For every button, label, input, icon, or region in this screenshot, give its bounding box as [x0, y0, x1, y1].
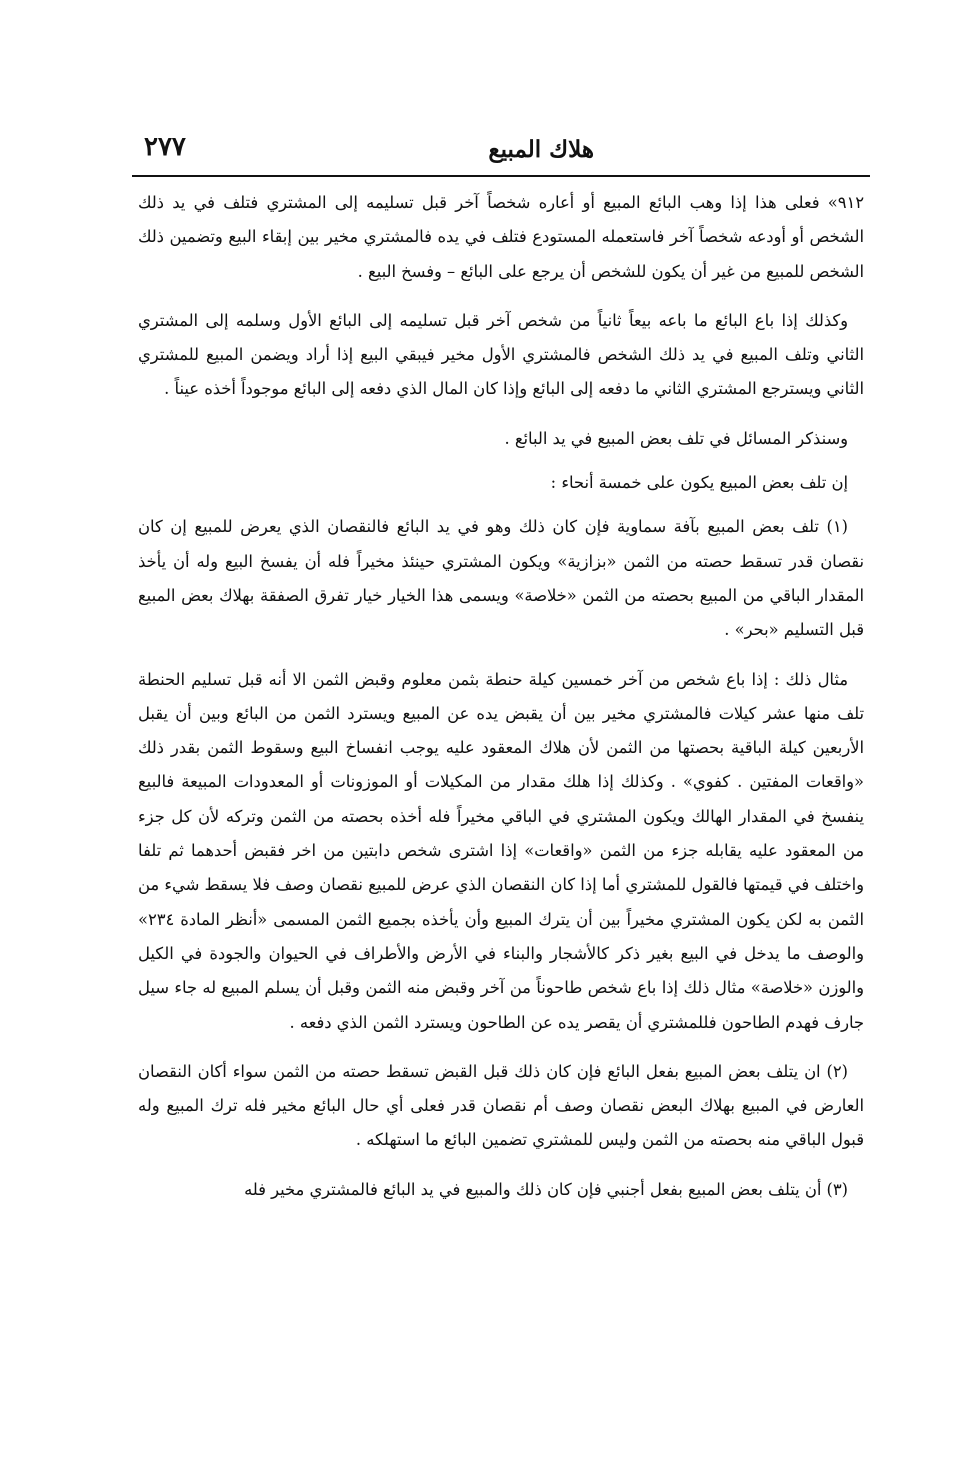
header-rule [132, 175, 870, 177]
paragraph: (٣) أن يتلف بعض المبيع بفعل أجنبي فإن كان ذلك والمبيع في يد البائع فالمشتري مخير فله [244, 1179, 848, 1199]
page-number: ٢٧٧ [144, 132, 186, 162]
paragraph: إن تلف بعض المبيع يكون على خمسة أنحاء : [550, 473, 848, 493]
paragraph: ٩١٢» فعلى هذا إذا وهب البائع المبيع أو أعاره شخصاً آخر قبل تسليمه إلى المشتري فتلف في يد ذلك الشخص أو أودعه شخصاً آخر فاستعمله المستودع فتلف في يده فالمشتري مخير بين إبقاء البيع وتضمين ذلك الشخص للمبيع من غير أن يكون للشخص أن يرجع على البائع – وفسخ البيع . [138, 193, 864, 281]
body-text [138, 186, 864, 1207]
running-title: هلاك المبيع [488, 136, 594, 163]
paragraph: مثال ذلك : إذا باع شخص من آخر خمسين كيلة حنطة بثمن معلوم وقبض الثمن الا أنه قبل تسليم الحنطة تلف منها عشر كيلات فالمشتري مخير بين أن يقبض يده عن المبيع ويسترد الثمن من البائع وبين أن يقبل الأربعين كيلة الباقية بحصتها من الثمن لأن هلاك المعقود عليه يوجب انفساخ البيع وسقوط الثمن بقدر ذلك «واقعات المفتين . كفوي» . وكذلك إذا هلك مقدار من المكيلات أو الموزونات أو المعدودات المبيعة فالبيع ينفسخ في المقدار الهالك ويكون المشتري في الباقي مخيراً فله أخذه بحصته من الثمن وتركه لأن كل جزء من المعقود عليه يقابله جزء من الثمن «واقعات» إذا اشترى شخص دابتين من اخر فقبض أحدهما ثم تلفا واختلف في قيمتها فالقول للمشتري أما إذا كان النقصان الذي عرض للمبيع نقصان وصف فلا يسقط شيء من الثمن به لكن يكون المشتري مخيراً بين أن يترك المبيع وأن يأخذه بجميع الثمن المسمى «أنظر المادة ٢٣٤» والوصف ما يدخل في البيع بغير ذكر كالأشجار والبناء في الأرض والأطراف في الحيوان والجودة في الكيل والوزن «خلاصة» مثال ذلك إذا باع شخص طاحوناً من آخر وقبض منه الثمن وقبل أن يسلم المبيع له جاء سيل جارف فهدم الطاحون فللمشتري أن يقصر يده عن الطاحون ويسترد الثمن الذي دفعه . [138, 669, 864, 1032]
paragraph: وكذلك إذا باع البائع ما باعه بيعاً ثانياً من شخص آخر قبل تسليمه إلى البائع الأول وسلمه إلى المشتري الثاني وتلف المبيع في يد ذلك الشخص فالمشتري الأول مخير فيبقي البيع إذا أراد ويضمن المبيع للمشتري الثاني ويسترجع المشتري الثاني ما دفعه إلى البائع وإذا كان المال الذي دفعه إلى البائع موجوداً أخذه عيناً . [138, 310, 864, 399]
paragraph: وسنذكر المسائل في تلف بعض المبيع في يد البائع . [504, 428, 848, 448]
paragraph: (١) تلف بعض المبيع بآفة سماوية فإن كان ذلك وهو في يد البائع فالنقصان الذي يعرض للمبيع إن كان نقصان قدر تسقط حصته من الثمن «بزازية» ويكون المشتري حينئذ مخيراً فله أن يفسخ البيع وله أن يأخذ المقدار الباقي من المبيع بحصته من الثمن «خلاصة» ويسمى هذا الخيار خيار تفرق الصفقة بهلاك بعض المبيع قبل التسليم «بحر» . [138, 517, 864, 640]
page-header [140, 128, 866, 174]
paragraph: (٢) ان يتلف بعض المبيع بفعل البائع فإن كان ذلك قبل القبض تسقط حصته من الثمن سواء أكان النقصان العارض في المبيع بهلاك البعض نقصان وصف أم نقصان قدر فعلى أي حال البائع مخير فله ترك المبيع وله قبول الباقي منه بحصته من الثمن وليس للمشتري تضمين البائع ما استهلكه . [138, 1061, 864, 1150]
